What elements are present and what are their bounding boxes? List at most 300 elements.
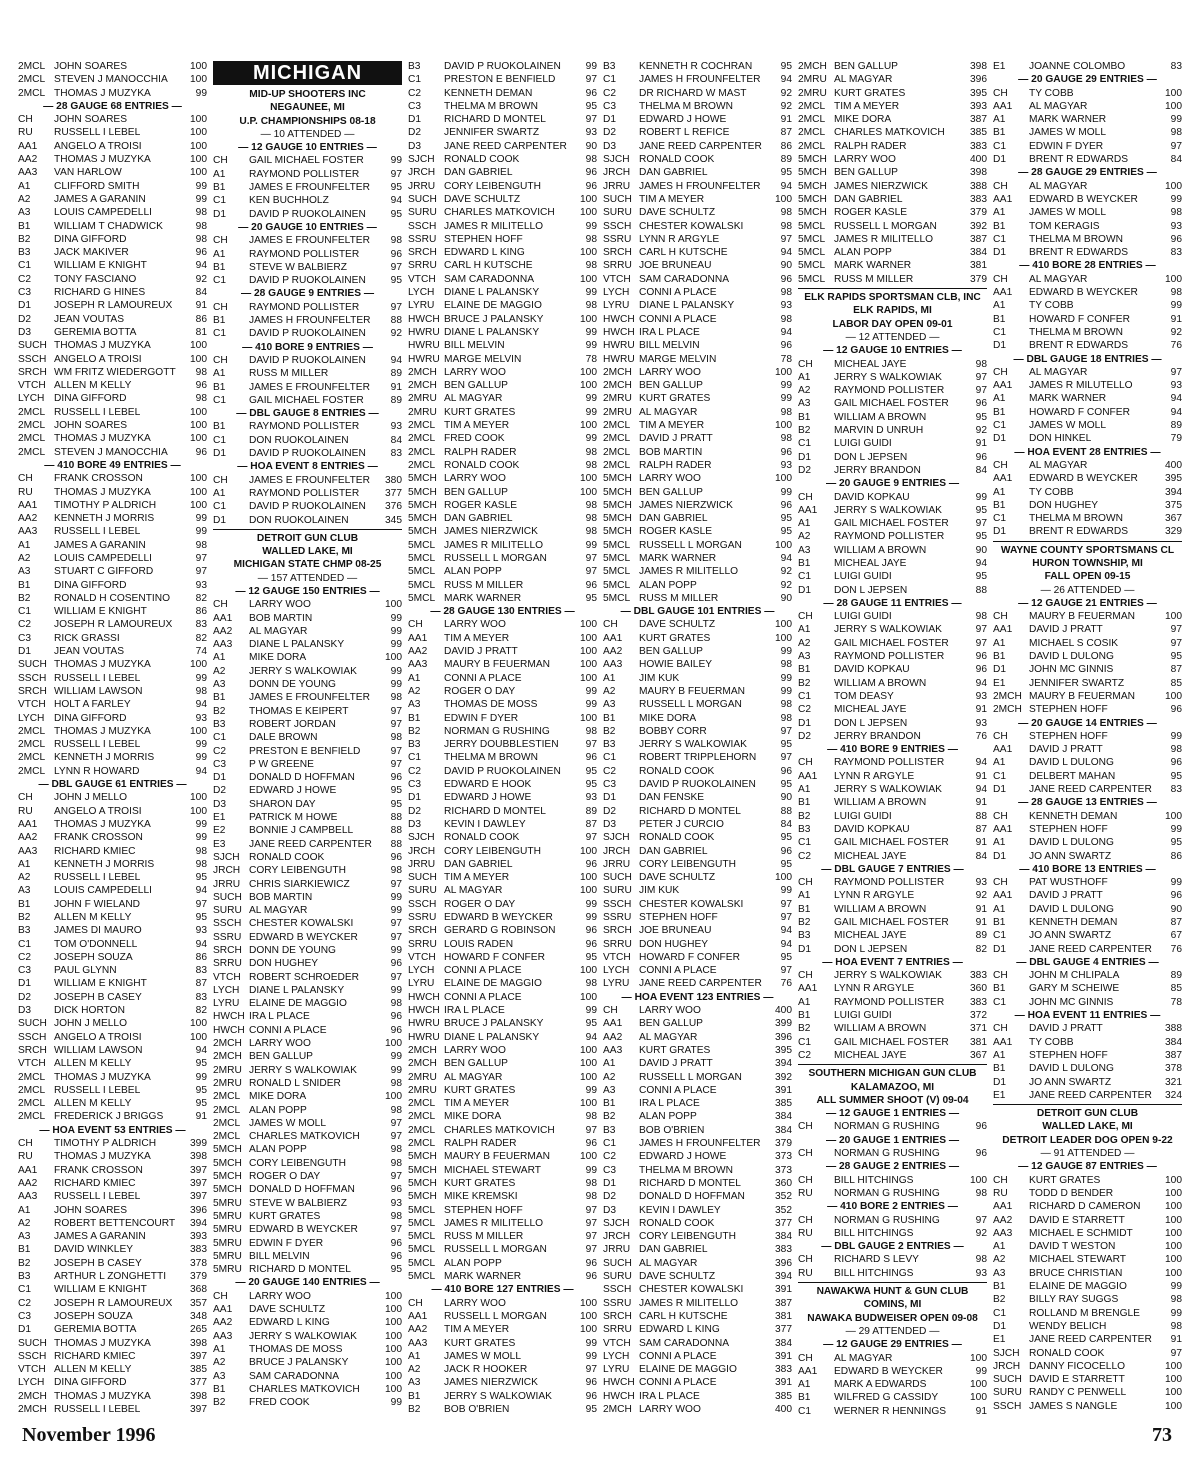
shooter-name: ALAN POPP: [639, 1111, 697, 1123]
class-code: 2MCL: [18, 752, 46, 764]
class-code: 5MCL: [408, 1271, 436, 1283]
shooter-name: JAMES A GARANIN: [54, 193, 146, 205]
score: 99: [780, 486, 792, 498]
shooter-name: RALPH RADER: [834, 140, 907, 152]
event-heading: — 12 GAUGE 1 ENTRIES —: [825, 1108, 960, 1120]
score: 99: [585, 1164, 597, 1176]
result-row: [408, 911, 597, 924]
result-row: [18, 1350, 207, 1363]
shooter-name: SAM CARADONNA: [444, 273, 535, 285]
result-row: [603, 1044, 792, 1057]
shooter-name: BEN GALLUP: [444, 1058, 508, 1070]
result-row: [408, 1390, 597, 1403]
score: 99: [975, 1365, 987, 1377]
class-code: A3: [18, 1231, 31, 1243]
result-row: [408, 180, 597, 193]
class-code: 2MCH: [408, 366, 437, 378]
score: 100: [580, 1071, 597, 1083]
result-row: [213, 1383, 402, 1396]
class-code: VTCH: [408, 951, 436, 963]
class-code: B1: [603, 712, 616, 724]
result-row: [213, 514, 402, 527]
result-row: [603, 233, 792, 246]
result-row: [603, 1310, 792, 1323]
event-heading: — HOA EVENT 11 ENTRIES —: [1014, 1010, 1161, 1022]
shooter-name: DAVID T WESTON: [1029, 1241, 1116, 1253]
result-row: [18, 126, 207, 139]
score: 94: [780, 247, 792, 259]
shooter-name: KURT GRATES: [1029, 1174, 1101, 1186]
result-row: [603, 765, 792, 778]
class-code: AA3: [408, 1337, 428, 1349]
result-row: [603, 140, 792, 153]
class-code: A1: [18, 858, 31, 870]
score: 96: [585, 1377, 597, 1389]
score: 97: [390, 1224, 402, 1236]
result-row: [18, 233, 207, 246]
shooter-name: JAMES E FROUNFELTER: [249, 474, 370, 486]
score: 100: [385, 652, 402, 664]
result-row: [603, 525, 792, 538]
class-code: B1: [213, 381, 226, 393]
shooter-name: CORY LEIBENGUTH: [444, 845, 541, 857]
shooter-name: JAMES R MILITELLO: [639, 566, 739, 578]
class-code: CH: [798, 1214, 813, 1226]
shooter-name: DAVID L DULONG: [1029, 651, 1114, 663]
score: 94: [780, 925, 792, 937]
score: 324: [1165, 1089, 1182, 1101]
class-code: SSCH: [408, 220, 437, 232]
result-row: [18, 685, 207, 698]
result-row: [408, 1363, 597, 1376]
class-code: B3: [603, 1124, 616, 1136]
result-row: [18, 1071, 207, 1084]
result-row: [408, 60, 597, 73]
shooter-name: JOSEPH R LAMOUREUX: [54, 300, 173, 312]
club-header: ELK RAPIDS SPORTSMAN CLB, INC: [804, 292, 981, 304]
shooter-name: RUSSELL I LEBEL: [54, 739, 141, 751]
score: 88: [975, 810, 987, 822]
result-row: [993, 1089, 1182, 1102]
shooter-name: WILLIAM LAWSON: [54, 685, 143, 697]
attendance: — 10 ATTENDED —: [260, 128, 355, 140]
event-heading: — HOA EVENT 7 ENTRIES —: [822, 956, 963, 968]
club-header: DETROIT GUN CLUB: [1036, 1108, 1139, 1120]
shooter-name: DAN GABRIEL: [444, 513, 513, 525]
class-code: B2: [798, 1023, 811, 1035]
class-code: 5MCH: [408, 1164, 437, 1176]
result-row: [408, 871, 597, 884]
result-row: [993, 1293, 1182, 1306]
class-code: 2MCH: [603, 366, 632, 378]
class-code: B1: [798, 557, 811, 569]
shooter-name: LARRY WOO: [639, 366, 701, 378]
score: 96: [390, 248, 402, 260]
result-row: [213, 1237, 402, 1250]
shooter-name: MIKE KREMSKI: [444, 1191, 518, 1203]
shooter-name: LARRY WOO: [444, 1297, 506, 1309]
shooter-name: LUIGI GUIDI: [834, 438, 892, 450]
result-row: [18, 1243, 207, 1256]
shooter-name: KENNETH J MORRIS: [54, 858, 155, 870]
result-row: [993, 916, 1182, 929]
shooter-name: JAMES H FROUNFELTER: [639, 74, 761, 86]
score: 96: [975, 664, 987, 676]
score: 98: [585, 260, 597, 272]
score: 98: [585, 1191, 597, 1203]
result-row: [798, 1187, 987, 1200]
shooter-name: MARK WARNER: [1029, 114, 1107, 126]
score: 99: [1170, 823, 1182, 835]
shooter-name: ROBERT TRIPPLEHORN: [639, 752, 757, 764]
class-code: SJCH: [603, 154, 630, 166]
result-row: [408, 618, 597, 631]
shooter-name: JOHN MC GINNIS: [1029, 996, 1114, 1008]
shooter-name: JOSEPH B CASEY: [54, 1257, 142, 1269]
shooter-name: MICHAEL E SCHMIDT: [1029, 1227, 1133, 1239]
result-row: [18, 1044, 207, 1057]
result-row: [18, 353, 207, 366]
score: 388: [970, 180, 987, 192]
result-row: [798, 1378, 987, 1391]
class-code: C1: [18, 260, 32, 272]
class-code: 2MCH: [213, 1038, 242, 1050]
score: 96: [195, 380, 207, 392]
shooter-name: ROGER KASLE: [444, 499, 518, 511]
score: 95: [780, 513, 792, 525]
result-row: [18, 140, 207, 153]
result-row: [213, 878, 402, 891]
shooter-name: RICHARD G HINES: [54, 287, 146, 299]
class-code: AA2: [213, 1317, 233, 1329]
result-row: [603, 685, 792, 698]
shooter-name: DICK HORTON: [54, 1005, 125, 1017]
result-row: [18, 938, 207, 951]
shooter-name: JERRY BRANDON: [834, 730, 921, 742]
score: 100: [775, 539, 792, 551]
class-code: D1: [213, 208, 227, 220]
result-row: [18, 698, 207, 711]
result-row: [993, 419, 1182, 432]
shooter-name: BEN GALLUP: [834, 167, 898, 179]
result-row: [213, 731, 402, 744]
club-header: DETROIT GUN CLUB: [256, 532, 359, 544]
result-row: [603, 1403, 792, 1416]
result-row: [408, 100, 597, 113]
result-row: [798, 1036, 987, 1049]
shooter-name: MAURY B FEUERMAN: [1029, 690, 1136, 702]
score: 98: [1170, 744, 1182, 756]
result-row: [798, 113, 987, 126]
result-row: [213, 891, 402, 904]
shooter-name: DAN GABRIEL: [444, 858, 513, 870]
score: 100: [190, 725, 207, 737]
result-row: [213, 1210, 402, 1223]
score: 95: [1170, 651, 1182, 663]
score: 100: [580, 632, 597, 644]
score: 348: [190, 1310, 207, 1322]
score: 100: [775, 473, 792, 485]
score: 100: [385, 599, 402, 611]
shooter-name: MARK A EDWARDS: [834, 1379, 927, 1391]
score: 95: [585, 592, 597, 604]
score: 385: [775, 1390, 792, 1402]
class-code: 2MCL: [603, 446, 631, 458]
result-row: [213, 651, 402, 664]
shooter-name: MAURY B FEUERMAN: [639, 685, 746, 697]
shooter-name: AL MAGYAR: [639, 1257, 698, 1269]
shooter-name: AL MAGYAR: [834, 74, 893, 86]
result-row: [18, 818, 207, 831]
event-heading: — DBL GAUGE 18 ENTRIES —: [1013, 353, 1162, 365]
shooter-name: JOHN SOARES: [54, 1204, 128, 1216]
result-row: [213, 1024, 402, 1037]
result-row: [798, 929, 987, 942]
result-row: [408, 326, 597, 339]
score: 97: [780, 725, 792, 737]
score: 97: [585, 1217, 597, 1229]
class-code: C1: [798, 438, 812, 450]
score: 100: [580, 965, 597, 977]
shooter-name: JAMES W MOLL: [1029, 207, 1106, 219]
result-row: [603, 1283, 792, 1296]
class-code: JRRU: [213, 878, 241, 890]
event-heading: — 28 GAUGE 9 ENTRIES —: [240, 288, 375, 300]
class-code: SJCH: [408, 832, 435, 844]
result-row: [798, 1365, 987, 1378]
shooter-name: NORMAN G RUSHING: [834, 1187, 940, 1199]
class-code: B1: [993, 651, 1006, 663]
shooter-name: RAYMOND POLLISTER: [249, 168, 360, 180]
result-row: [18, 486, 207, 499]
class-code: CH: [993, 611, 1008, 623]
class-code: B2: [798, 810, 811, 822]
result-row: [213, 354, 402, 367]
score: 97: [975, 385, 987, 397]
shooter-name: DAVE SCHULTZ: [639, 872, 716, 884]
result-row: [408, 938, 597, 951]
class-code: HWCH: [408, 313, 440, 325]
class-code: 5MCH: [603, 526, 632, 538]
class-code: 5MCH: [408, 486, 437, 498]
score: 81: [195, 326, 207, 338]
score: 99: [390, 612, 402, 624]
shooter-name: LARRY WOO: [249, 1038, 311, 1050]
class-code: B2: [798, 677, 811, 689]
result-row: [603, 805, 792, 818]
result-row: [408, 392, 597, 405]
score: 79: [1170, 433, 1182, 445]
score: 99: [195, 1071, 207, 1083]
shooter-name: DAVID J PRATT: [1029, 890, 1103, 902]
result-row: [603, 778, 792, 791]
class-code: 2MCL: [798, 100, 826, 112]
score: 97: [975, 518, 987, 530]
result-row: [603, 206, 792, 219]
class-code: B3: [408, 739, 421, 751]
shooter-name: CHARLES MATKOVICH: [249, 1131, 360, 1143]
class-code: AA1: [18, 140, 38, 152]
club-header: COMINS, MI: [863, 1299, 922, 1311]
shooter-name: CONNI A PLACE: [639, 1377, 717, 1389]
score: 96: [390, 1011, 402, 1023]
shooter-name: EDWIN F DYER: [249, 1237, 324, 1249]
shooter-name: THOMAS DE MOSS: [249, 1343, 343, 1355]
score: 97: [975, 371, 987, 383]
score: 99: [195, 752, 207, 764]
class-code: 2MCH: [408, 1058, 437, 1070]
class-code: A3: [213, 679, 226, 691]
score: 98: [780, 287, 792, 299]
score: 96: [390, 1024, 402, 1036]
score: 100: [385, 1330, 402, 1342]
result-row: [408, 1110, 597, 1123]
shooter-name: CHESTER KOWALSKI: [639, 898, 744, 910]
result-row: [798, 783, 987, 796]
score: 98: [585, 1111, 597, 1123]
shooter-name: RICHARD D CAMERON: [1029, 1201, 1141, 1213]
class-code: 5MRU: [213, 1237, 242, 1249]
event-heading: — HOA EVENT 53 ENTRIES —: [39, 1124, 186, 1136]
result-row: [213, 811, 402, 824]
class-code: SRRU: [408, 260, 437, 272]
score: 89: [780, 154, 792, 166]
class-code: RU: [798, 1187, 813, 1199]
result-row: [408, 153, 597, 166]
shooter-name: ANGELO A TROISI: [54, 1031, 142, 1043]
class-code: AA1: [798, 1365, 818, 1377]
club-header: KALAMAZOO, MI: [850, 1081, 935, 1093]
class-code: HWCH: [603, 1390, 635, 1402]
class-code: CH: [798, 1121, 813, 1133]
shooter-name: RUSSELL I LEBEL: [54, 1191, 141, 1203]
score: 100: [190, 353, 207, 365]
shooter-name: TOM KERAGIS: [1029, 220, 1100, 232]
score: 95: [780, 832, 792, 844]
score: 99: [390, 679, 402, 691]
result-row: [603, 712, 792, 725]
class-code: LYCH: [603, 965, 630, 977]
result-row: [798, 876, 987, 889]
event-heading: — DBL GAUGE 7 ENTRIES —: [821, 863, 964, 875]
result-row: [18, 1257, 207, 1270]
result-row: [213, 1290, 402, 1303]
score: 98: [780, 406, 792, 418]
result-row: [798, 206, 987, 219]
event-heading: — 12 GAUGE 87 ENTRIES —: [1018, 1161, 1157, 1173]
result-row: [798, 1405, 987, 1418]
score: 379: [775, 1138, 792, 1150]
score: 89: [975, 930, 987, 942]
score: 95: [975, 411, 987, 423]
score: 98: [585, 459, 597, 471]
score: 99: [585, 685, 597, 697]
result-row: [603, 1097, 792, 1110]
result-row: [603, 459, 792, 472]
class-code: VTCH: [603, 951, 631, 963]
shooter-name: DIANE L PALANSKY: [444, 287, 540, 299]
class-code: D3: [213, 798, 227, 810]
score: 100: [385, 1038, 402, 1050]
result-row: [408, 658, 597, 671]
score: 100: [580, 619, 597, 631]
result-row: [408, 1350, 597, 1363]
shooter-name: DON RUOKOLAINEN: [249, 514, 349, 526]
score: 96: [585, 1271, 597, 1283]
shooter-name: CHESTER KOWALSKI: [249, 918, 354, 930]
score: 100: [1165, 1254, 1182, 1266]
class-code: CH: [18, 473, 33, 485]
shooter-name: KURT GRATES: [444, 1177, 516, 1189]
result-row: [798, 1022, 987, 1035]
result-row: [603, 1110, 792, 1123]
class-code: SSRU: [213, 931, 242, 943]
class-code: SUCH: [603, 1257, 632, 1269]
score: 99: [585, 220, 597, 232]
result-row: [18, 1084, 207, 1097]
score: 391: [775, 1284, 792, 1296]
result-row: [18, 964, 207, 977]
class-code: A3: [798, 651, 811, 663]
class-code: A3: [408, 1377, 421, 1389]
result-row: [603, 339, 792, 352]
shooter-name: ALLEN M KELLY: [54, 1058, 132, 1070]
class-code: B2: [603, 1111, 616, 1123]
shooter-name: MICHEAL JAYE: [834, 557, 907, 569]
class-code: LYCH: [603, 1350, 630, 1362]
score: 99: [585, 1084, 597, 1096]
score: 84: [1170, 154, 1182, 166]
result-row: [798, 193, 987, 206]
result-row: [603, 1270, 792, 1283]
event-heading: — HOA EVENT 123 ENTRIES —: [621, 991, 774, 1003]
shooter-name: GAIL MICHAEL FOSTER: [834, 1036, 949, 1048]
class-code: 5MCH: [798, 207, 827, 219]
shooter-name: GARY M SCHEIWE: [1029, 983, 1120, 995]
score: 329: [1165, 526, 1182, 538]
shooter-name: MARVIN D UNRUH: [834, 425, 924, 437]
class-code: HWCH: [408, 1005, 440, 1017]
class-code: B3: [18, 925, 31, 937]
result-row: [993, 525, 1182, 538]
result-row: [603, 1350, 792, 1363]
result-row: [603, 1164, 792, 1177]
score: 98: [195, 233, 207, 245]
result-row: [18, 1004, 207, 1017]
class-code: JRRU: [408, 180, 436, 192]
result-row: [603, 153, 792, 166]
shooter-name: CORY LEIBENGUTH: [444, 180, 541, 192]
result-row: [798, 570, 987, 583]
result-row: [18, 406, 207, 419]
class-code: 2MCL: [798, 140, 826, 152]
score: 97: [780, 752, 792, 764]
result-row: [213, 1010, 402, 1023]
score: 93: [780, 300, 792, 312]
score: 100: [580, 712, 597, 724]
score: 89: [585, 805, 597, 817]
result-row: [603, 1217, 792, 1230]
score: 377: [190, 1377, 207, 1389]
score: 89: [390, 394, 402, 406]
result-row: [408, 1057, 597, 1070]
class-code: 5MCL: [408, 579, 436, 591]
score: 99: [195, 513, 207, 525]
result-row: [213, 474, 402, 487]
class-code: A1: [993, 757, 1006, 769]
score: 379: [190, 1271, 207, 1283]
score: 95: [390, 182, 402, 194]
